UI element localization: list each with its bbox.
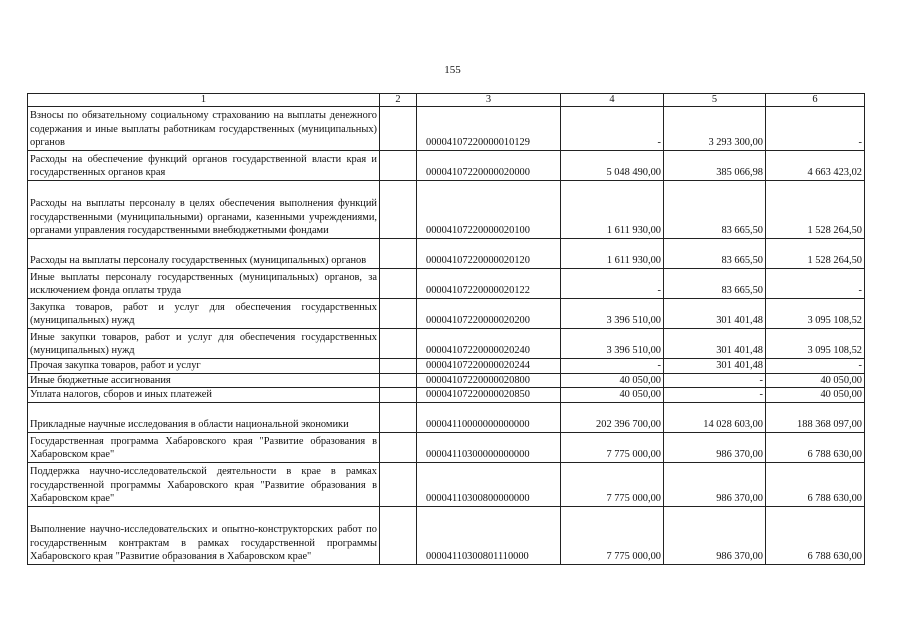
row-col2-cell: [380, 239, 417, 269]
row-col2-cell: [380, 151, 417, 181]
row-code-cell: 00004107220000010129: [417, 107, 561, 151]
row-value-4-cell: 7 775 000,00: [561, 506, 664, 564]
row-name-cell: Поддержка научно-исследовательской деятельности в крае в рамках государственной программы Хабаровского края "Развитие образования в Хабаровском крае": [28, 462, 380, 506]
row-value-5-cell: 14 028 603,00: [664, 402, 766, 432]
row-name-cell: Прикладные научные исследования в области национальной экономики: [28, 402, 380, 432]
row-col2-cell: [380, 181, 417, 239]
table-row: [28, 373, 865, 388]
row-code-cell: 00004107220000020240: [417, 329, 561, 359]
table-row: [28, 329, 865, 359]
budget-table: [27, 93, 865, 565]
row-col2-cell: [380, 388, 417, 403]
row-value-4-cell: 7 775 000,00: [561, 462, 664, 506]
row-value-5-cell: 83 665,50: [664, 269, 766, 299]
row-value-5-cell: -: [664, 373, 766, 388]
table-row: [28, 299, 865, 329]
header-col-2: 2: [380, 94, 417, 107]
header-col-4: 4: [561, 94, 664, 107]
row-value-6-cell: -: [766, 269, 865, 299]
table-row: [28, 462, 865, 506]
row-value-4-cell: -: [561, 269, 664, 299]
row-value-5-cell: 301 401,48: [664, 359, 766, 374]
header-col-1: 1: [28, 94, 380, 107]
row-value-6-cell: 4 663 423,02: [766, 151, 865, 181]
row-code-cell: 00004107220000020000: [417, 151, 561, 181]
row-col2-cell: [380, 269, 417, 299]
row-code-cell: 00004110300000000000: [417, 432, 561, 462]
row-col2-cell: [380, 359, 417, 374]
row-value-5-cell: 301 401,48: [664, 299, 766, 329]
row-value-5-cell: 83 665,50: [664, 181, 766, 239]
table-row: [28, 432, 865, 462]
row-value-6-cell: 40 050,00: [766, 388, 865, 403]
row-name-cell: Расходы на обеспечение функций органов государственной власти края и государственных органов края: [28, 151, 380, 181]
row-code-cell: 00004107220000020122: [417, 269, 561, 299]
row-value-4-cell: 1 611 930,00: [561, 181, 664, 239]
row-name-cell: Расходы на выплаты персоналу в целях обеспечения выполнения функций государственными (муниципальными) органами, казенными учреждениями, органами управления государственными внебюджетными фондами: [28, 181, 380, 239]
row-value-4-cell: 1 611 930,00: [561, 239, 664, 269]
row-value-4-cell: 3 396 510,00: [561, 329, 664, 359]
header-row: [28, 94, 865, 107]
row-code-cell: 00004107220000020800: [417, 373, 561, 388]
row-value-4-cell: 40 050,00: [561, 373, 664, 388]
row-value-5-cell: 986 370,00: [664, 506, 766, 564]
row-value-5-cell: 301 401,48: [664, 329, 766, 359]
row-value-4-cell: -: [561, 359, 664, 374]
row-value-6-cell: 6 788 630,00: [766, 462, 865, 506]
row-value-6-cell: 188 368 097,00: [766, 402, 865, 432]
table-row: [28, 181, 865, 239]
page-number: 155: [444, 64, 461, 76]
row-value-6-cell: 1 528 264,50: [766, 239, 865, 269]
row-value-6-cell: 6 788 630,00: [766, 506, 865, 564]
row-col2-cell: [380, 432, 417, 462]
row-col2-cell: [380, 506, 417, 564]
table-row: [28, 239, 865, 269]
row-name-cell: Расходы на выплаты персоналу государственных (муниципальных) органов: [28, 239, 380, 269]
row-name-cell: Иные закупки товаров, работ и услуг для обеспечения государственных (муниципальных) нужд: [28, 329, 380, 359]
row-name-cell: Взносы по обязательному социальному страхованию на выплаты денежного содержания и иные выплаты работникам государственных (муниципальных) органов: [28, 107, 380, 151]
row-value-6-cell: 6 788 630,00: [766, 432, 865, 462]
row-value-4-cell: -: [561, 107, 664, 151]
table-row: [28, 107, 865, 151]
row-col2-cell: [380, 299, 417, 329]
table-row: [28, 269, 865, 299]
table-row: [28, 151, 865, 181]
row-value-5-cell: 3 293 300,00: [664, 107, 766, 151]
row-value-6-cell: 3 095 108,52: [766, 329, 865, 359]
row-code-cell: 00004107220000020850: [417, 388, 561, 403]
row-value-4-cell: 40 050,00: [561, 388, 664, 403]
row-code-cell: 00004107220000020200: [417, 299, 561, 329]
row-code-cell: 00004107220000020244: [417, 359, 561, 374]
row-value-5-cell: -: [664, 388, 766, 403]
row-value-6-cell: 1 528 264,50: [766, 181, 865, 239]
row-code-cell: 00004110300800000000: [417, 462, 561, 506]
row-value-4-cell: 202 396 700,00: [561, 402, 664, 432]
row-col2-cell: [380, 402, 417, 432]
row-name-cell: Государственная программа Хабаровского края "Развитие образования в Хабаровском крае": [28, 432, 380, 462]
table-row: [28, 506, 865, 564]
row-name-cell: Иные выплаты персоналу государственных (муниципальных) органов, за исключением фонда оплаты труда: [28, 269, 380, 299]
table-row: [28, 359, 865, 374]
row-value-4-cell: 7 775 000,00: [561, 432, 664, 462]
row-value-5-cell: 986 370,00: [664, 432, 766, 462]
row-value-6-cell: 3 095 108,52: [766, 299, 865, 329]
row-code-cell: 00004107220000020120: [417, 239, 561, 269]
header-col-3: 3: [417, 94, 561, 107]
row-col2-cell: [380, 107, 417, 151]
table-row: [28, 388, 865, 403]
row-value-6-cell: -: [766, 359, 865, 374]
row-code-cell: 00004110000000000000: [417, 402, 561, 432]
header-col-6: 6: [766, 94, 865, 107]
row-value-5-cell: 986 370,00: [664, 462, 766, 506]
row-value-5-cell: 83 665,50: [664, 239, 766, 269]
row-name-cell: Закупка товаров, работ и услуг для обеспечения государственных (муниципальных) нужд: [28, 299, 380, 329]
row-col2-cell: [380, 329, 417, 359]
table-body: [28, 107, 865, 565]
row-value-4-cell: 3 396 510,00: [561, 299, 664, 329]
row-code-cell: 00004107220000020100: [417, 181, 561, 239]
row-value-5-cell: 385 066,98: [664, 151, 766, 181]
row-code-cell: 00004110300801110000: [417, 506, 561, 564]
row-col2-cell: [380, 373, 417, 388]
row-name-cell: Иные бюджетные ассигнования: [28, 373, 380, 388]
row-value-6-cell: 40 050,00: [766, 373, 865, 388]
row-value-6-cell: -: [766, 107, 865, 151]
row-col2-cell: [380, 462, 417, 506]
table-row: [28, 402, 865, 432]
table-header: [28, 94, 865, 107]
row-name-cell: Прочая закупка товаров, работ и услуг: [28, 359, 380, 374]
row-name-cell: Выполнение научно-исследовательских и опытно-конструкторских работ по государственным контрактам в рамках государственной программы Хабаровского края "Развитие образования в Хабаровском крае": [28, 506, 380, 564]
row-value-4-cell: 5 048 490,00: [561, 151, 664, 181]
header-col-5: 5: [664, 94, 766, 107]
row-name-cell: Уплата налогов, сборов и иных платежей: [28, 388, 380, 403]
